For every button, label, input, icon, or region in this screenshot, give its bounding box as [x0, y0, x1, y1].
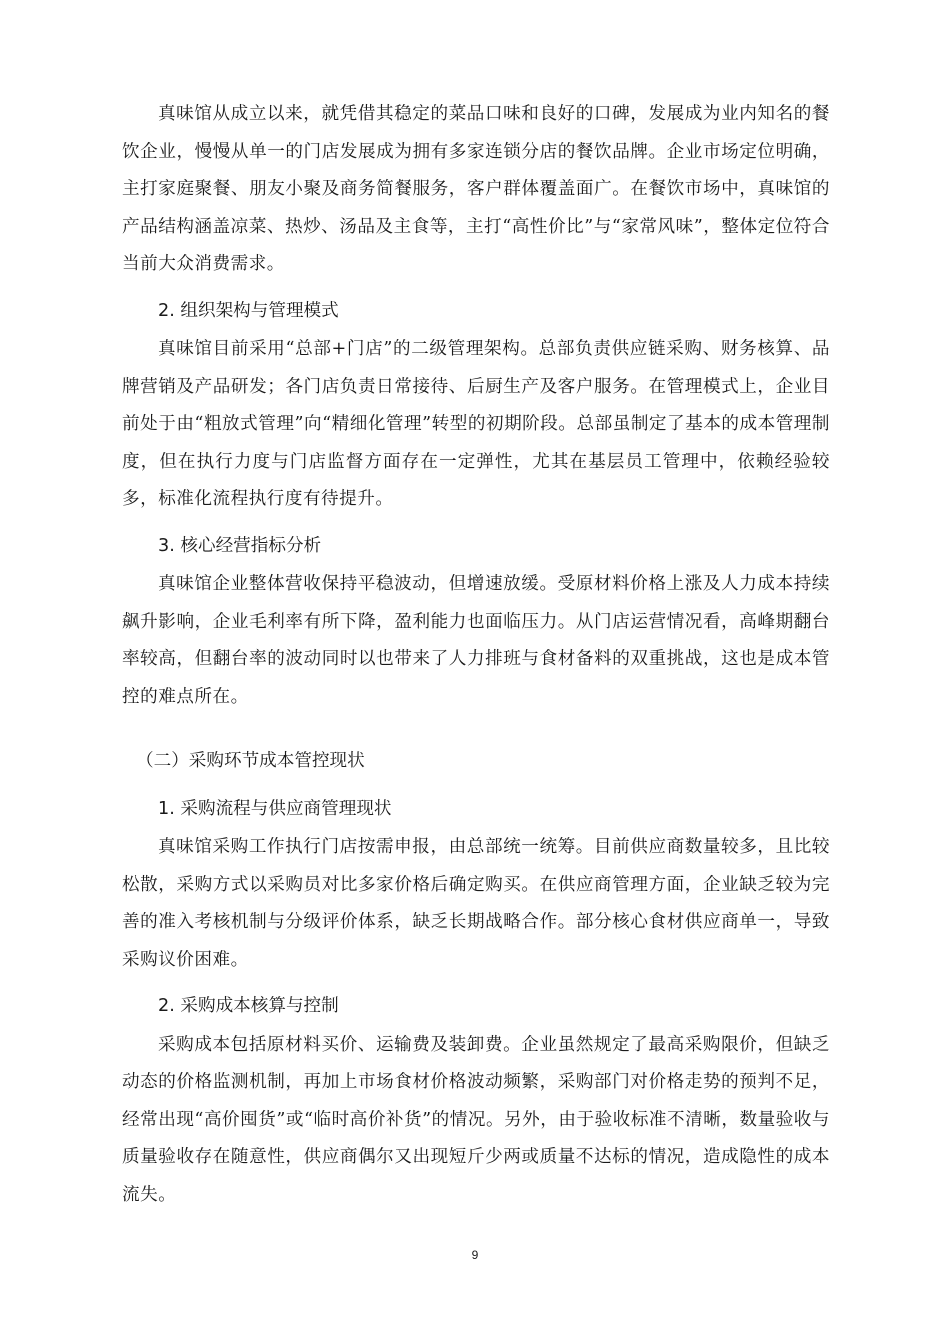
heading-procurement-cost: 2. 采购成本核算与控制 [158, 996, 339, 1016]
intro-paragraph: 真味馆从成立以来，就凭借其稳定的菜品口味和良好的口碑，发展成为业内知名的餐饮企业，慢慢从单一的门店发展成为拥有多家连锁分店的餐饮品牌。企业市场定位明确，主打家庭聚餐、朋友小聚及商务简餐服务，客户群体覆盖面广。在餐饮市场中，真味馆的产品结构涵盖凉菜、热炒、汤品及主食等，主打“高性价比”与“家常风味”，整体定位符合当前大众消费需求。 [122, 104, 830, 274]
heading-org-structure: 2. 组织架构与管理模式 [158, 300, 339, 321]
org-structure-paragraph: 真味馆目前采用“总部+门店”的二级管理架构。总部负责供应链采购、财务核算、品牌营销及产品研发；各门店负责日常接待、后厨生产及客户服务。在管理模式上，企业目前处于由“粗放式管理”向“精细化管理”转型的初期阶段。总部虽制定了基本的成本管理制度，但在执行力度与门店监督方面存在一定弹性，尤其在基层员工管理中，依赖经验较多，标准化流程执行度有待提升。 [122, 339, 830, 509]
core-indicators-paragraph: 真味馆企业整体营收保持平稳波动，但增速放缓。受原材料价格上涨及人力成本持续飙升影响，企业毛利率有所下降，盈利能力也面临压力。从门店运营情况看，高峰期翻台率较高，但翻台率的波动同时以也带来了人力排班与食材备料的双重挑战，这也是成本管控的难点所在。 [122, 574, 830, 707]
heading-procurement-process: 1. 采购流程与供应商管理现状 [158, 798, 392, 819]
heading-core-indicators: 3. 核心经营指标分析 [158, 535, 322, 556]
heading-procurement-section: （二）采购环节成本管控现状 [136, 751, 365, 771]
document-body [122, 96, 830, 1214]
procurement-process-paragraph: 真味馆采购工作执行门店按需申报，由总部统一统筹。目前供应商数量较多，且比较松散，采购方式以采购员对比多家价格后确定购买。在供应商管理方面，企业缺乏较为完善的准入考核机制与分级评价体系，缺乏长期战略合作。部分核心食材供应商单一，导致采购议价困难。 [122, 837, 830, 970]
procurement-cost-paragraph: 采购成本包括原材料买价、运输费及装卸费。企业虽然规定了最高采购限价，但缺乏动态的价格监测机制，再加上市场食材价格波动频繁，采购部门对价格走势的预判不足，经常出现“高价囤货”或“临时高价补货”的情况。另外，由于验收标准不清晰，数量验收与质量验收存在随意性，供应商偶尔又出现短斤少两或质量不达标的情况，造成隐性的成本流失。 [122, 1034, 830, 1205]
page-number: 9 [471, 1248, 479, 1262]
